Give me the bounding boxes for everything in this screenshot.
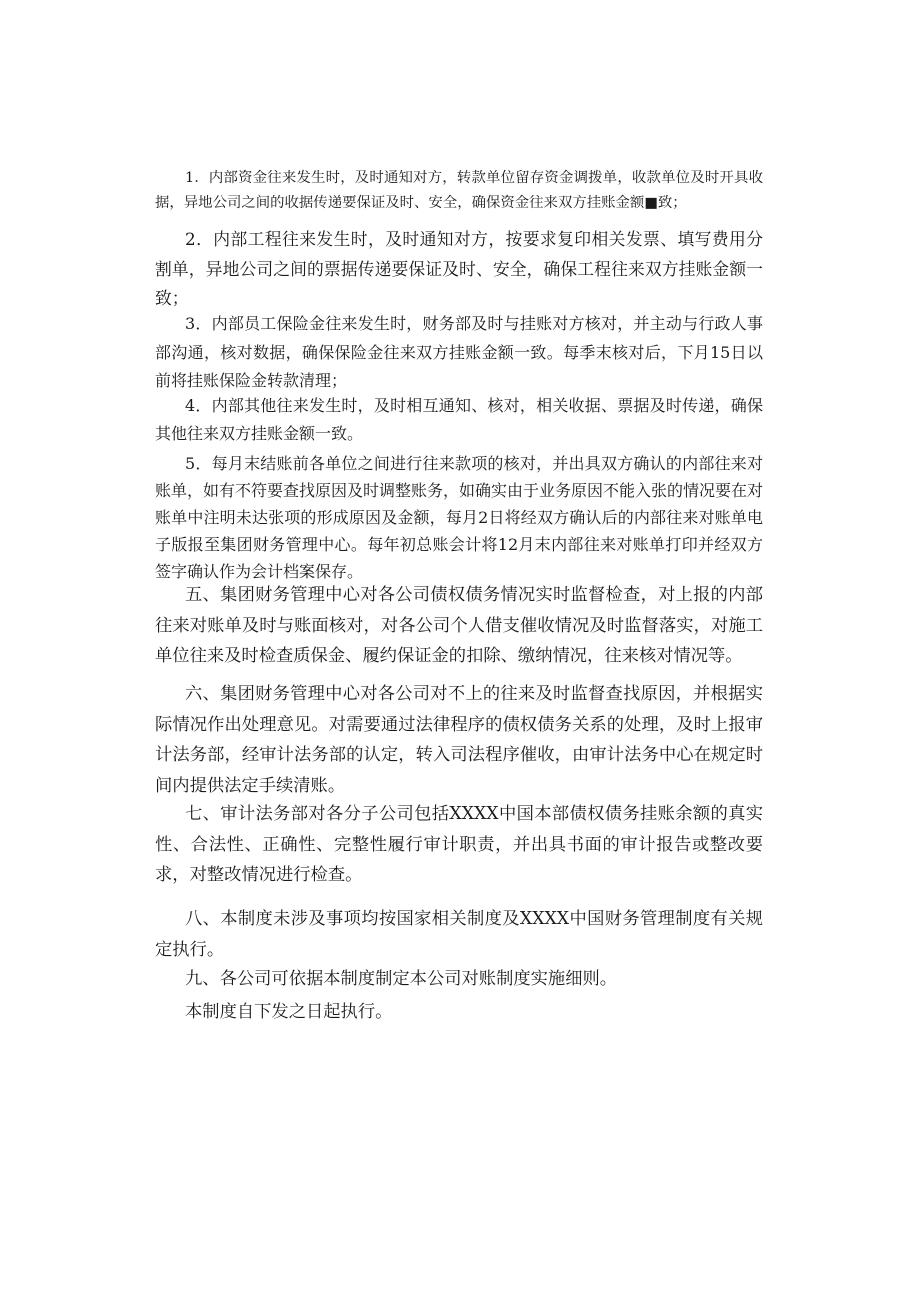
section-5-supervision: 五、集团财务管理中心对各公司债权债务情况实时监督检查，对上报的内部往来对账单及时与账面核对，对各公司个人借支催收情况及时监督落实，对施工单位往来及时检查质保金、履约保证金的扣除、缴纳情况，往来核对情况等。 <box>155 585 763 666</box>
effective-date-statement: 本制度自下发之日起执行。 <box>185 1002 393 1022</box>
section-7-audit-duties: 七、审计法务部对各分子公司包括XXXX中国本部债权债务挂账余额的真实性、合法性、正确性、完整性履行审计职责，并出具书面的审计报告或整改要求，对整改情况进行检查。 <box>155 804 763 885</box>
section-8-other-regulations: 八、本制度未涉及事项均按国家相关制度及XXXX中国财务管理制度有关规定执行。 <box>155 909 763 960</box>
item-2-internal-engineering: 2．内部工程往来发生时，及时通知对方，按要求复印相关发票、填写费用分割单，异地公司之间的票据传递要保证及时、安全，确保工程往来双方挂账金额一致； <box>155 229 763 308</box>
item-1-internal-funds: 1．内部资金往来发生时，及时通知对方，转款单位留存资金调拨单，收款单位及时开具收据，异地公司之间的收据传递要保证及时、安全，确保资金往来双方挂账金额■致； <box>155 170 763 211</box>
section-6-discrepancy-handling: 六、集团财务管理中心对各公司对不上的往来及时监督查找原因，并根据实际情况作出处理意见。对需要通过法律程序的债权债务关系的处理，及时上报审计法务部，经审计法务部的认定，转入司法程序催收，由审计法务中心在规定时间内提供法定手续清账。 <box>155 684 763 796</box>
item-3-employee-insurance: 3．内部员工保险金往来发生时，财务部及时与挂账对方核对，并主动与行政人事部沟通，核对数据，确保保险金往来双方挂账金额一致。每季末核对后，下月15日以前将挂账保险金转款清理； <box>155 314 763 390</box>
section-9-implementation-rules: 九、各公司可依据本制度制定本公司对账制度实施细则。 <box>185 969 618 989</box>
item-4-other-transactions: 4．内部其他往来发生时，及时相互通知、核对，相关收据、票据及时传递，确保其他往来双方挂账金额一致。 <box>155 396 763 443</box>
item-5-monthly-reconciliation: 5．每月末结账前各单位之间进行往来款项的核对，并出具双方确认的内部往来对账单，如有不符要查找原因及时调整账务，如确实由于业务原因不能入张的情况要在对账单中注明未达张项的形成原因及金额，每月2日将经双方确认后的内部往来对账单电子版报至集团财务管理中心。每年初总账会计将12月末内部往来对账单打印并经双方签字确认作为会计档案保存。 <box>155 454 764 581</box>
